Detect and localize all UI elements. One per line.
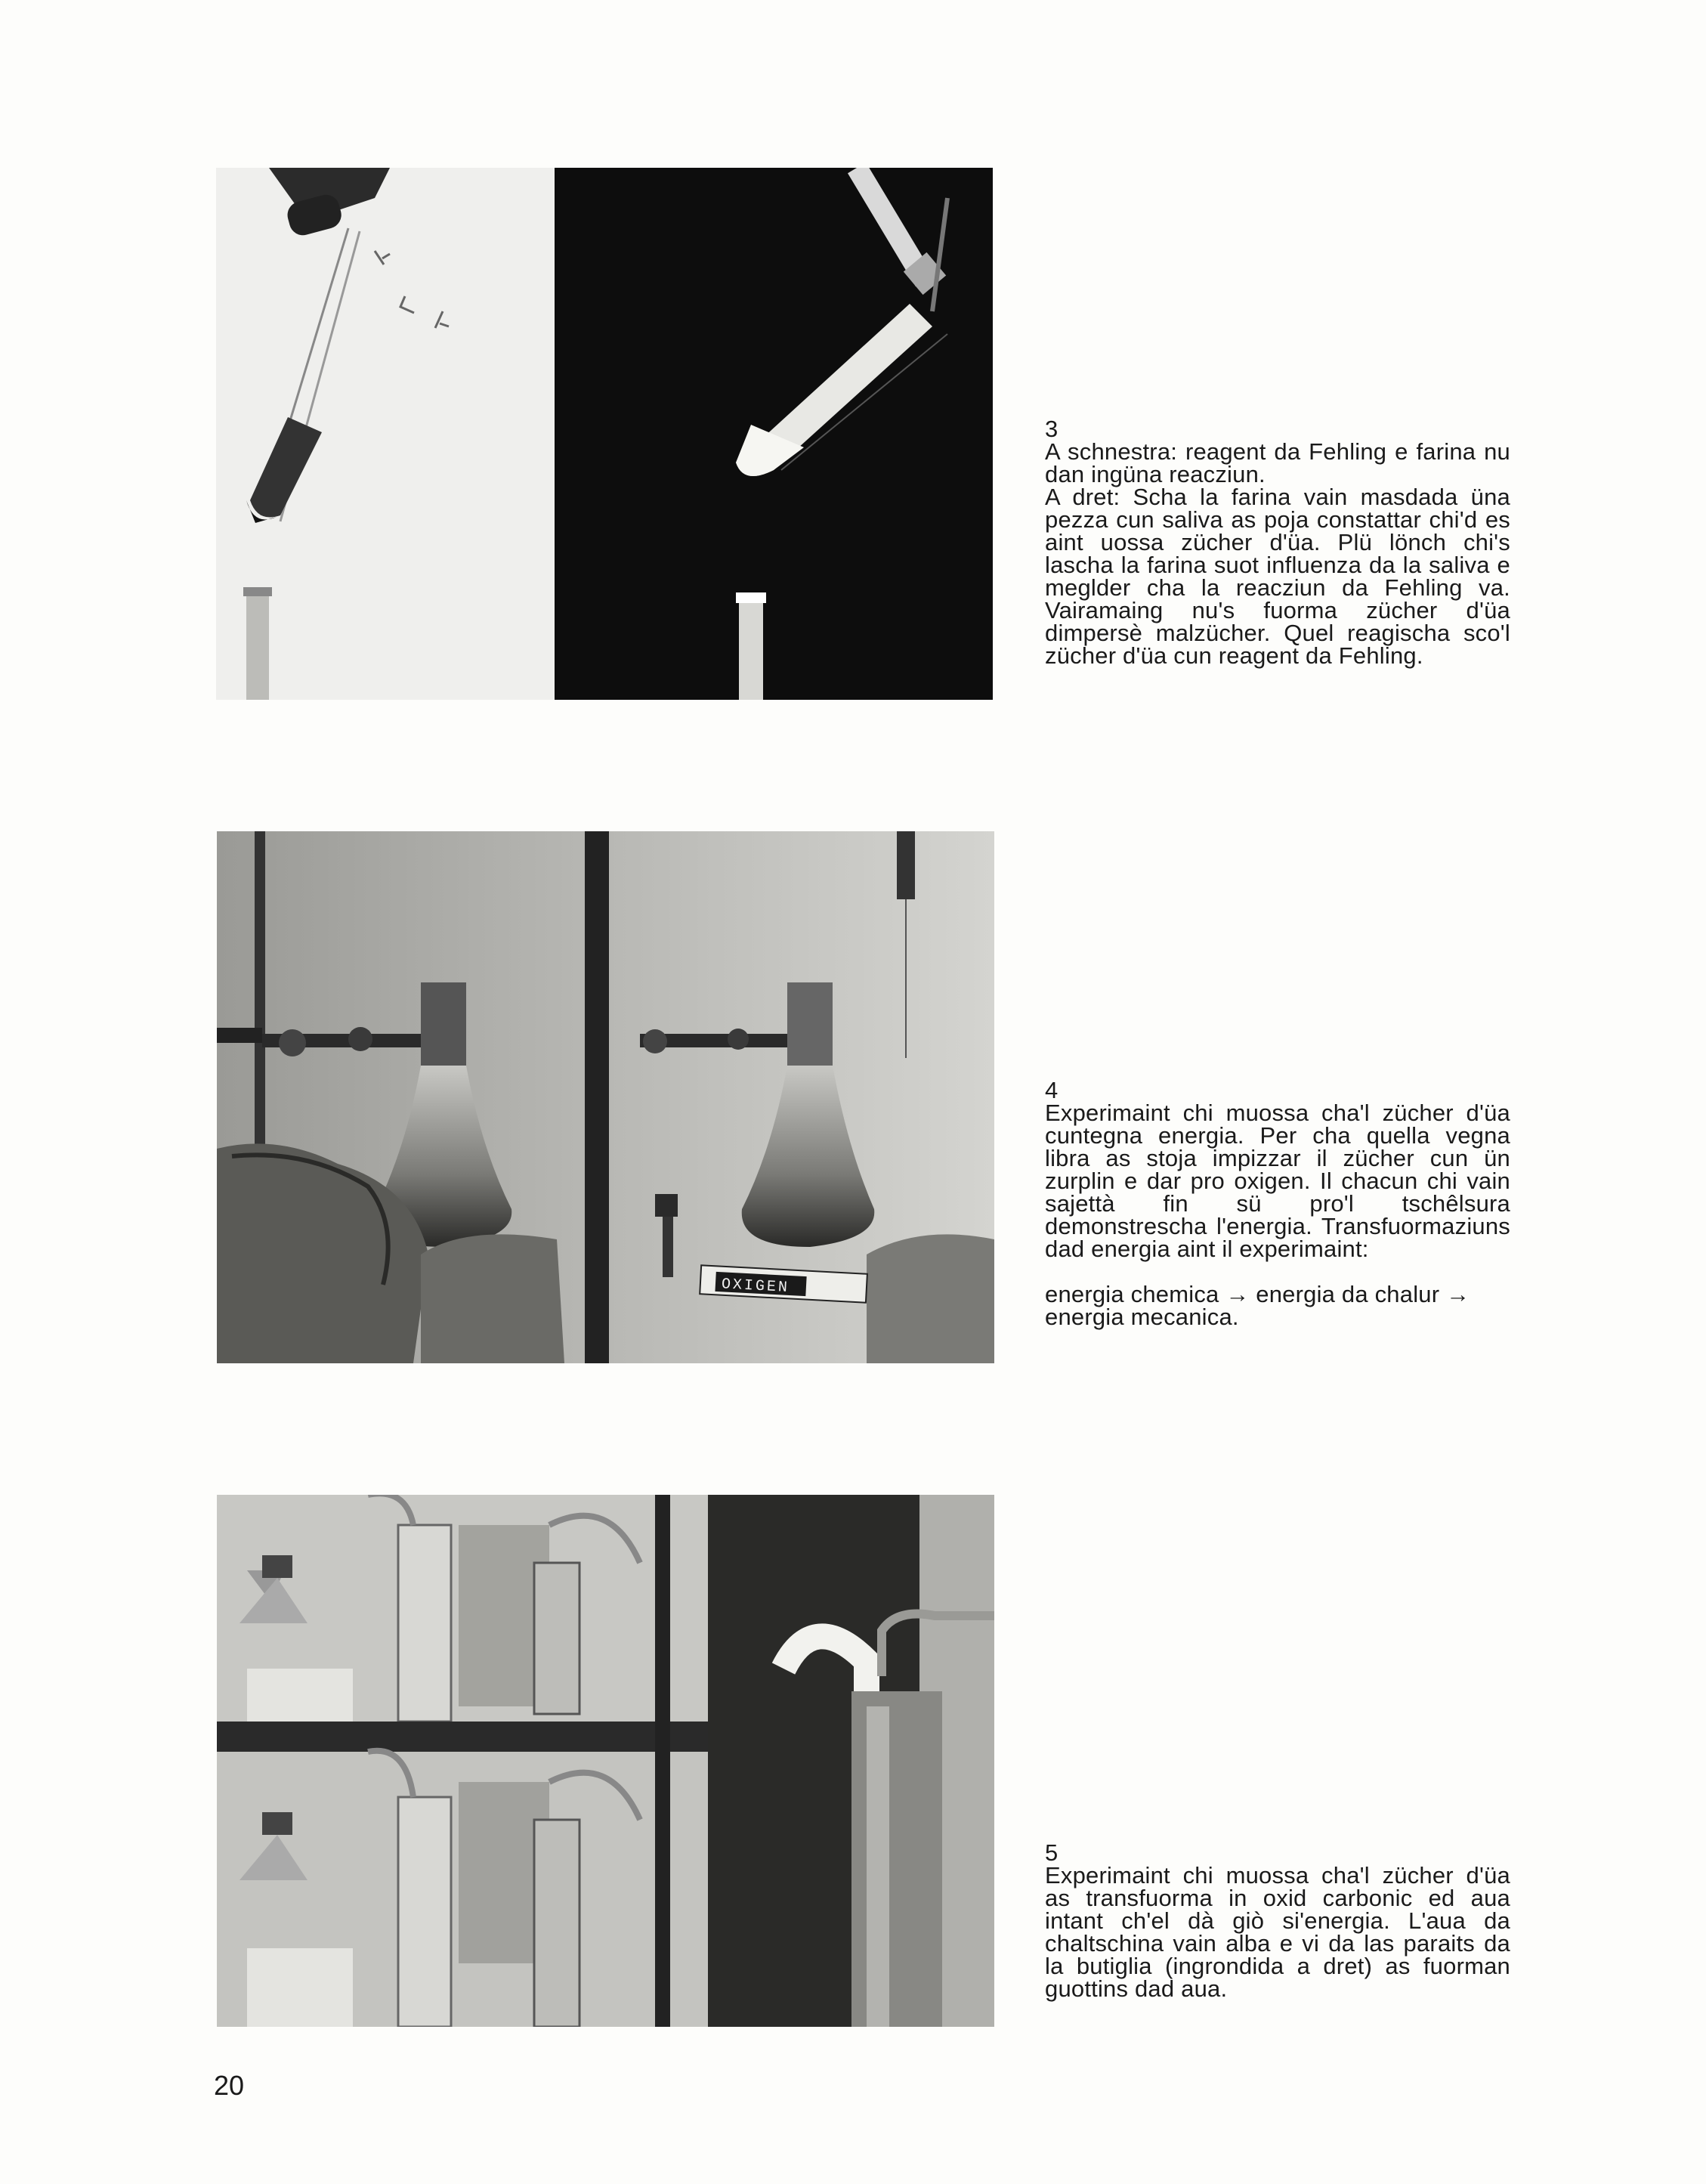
caption-figure-4 xyxy=(1045,1079,1510,1329)
photo-gas-bottles xyxy=(217,1495,994,2027)
figure-number: 3 xyxy=(1045,416,1059,442)
caption-figure-3 xyxy=(1045,418,1510,667)
caption-paragraph: A dret: Scha la farina vain masdada üna pezza cun saliva as poja constattar chi'd es aint uossa zücher d'üa. Plü lönch chi's lascha la farina suot influenza da la saliva e meglder cha la reacziun da Fehling va. Vairamaing nu's fuorma zücher d'üa dimpersè malzücher. Quel reagischa sco'l zücher d'üa cun reagent da Fehling. xyxy=(1045,484,1510,669)
caption-figure-5 xyxy=(1045,1839,1510,2002)
caption-paragraph: energia chemica → energia da chalur → energia mecanica. xyxy=(1045,1281,1470,1330)
photo-test-tube-right xyxy=(555,168,993,700)
caption-paragraph: A schnestra: reagent da Fehling e farina nu dan ingüna reacziun. xyxy=(1045,438,1510,487)
figure-number: 5 xyxy=(1045,1839,1059,1866)
photo-flask-experiment xyxy=(217,831,994,1363)
caption-paragraph: Experimaint chi muossa cha'l zücher d'üa cuntegna energia. Per cha quella vegna libra as stoja impizzar il zücher cun ün zurplin e dar pro oxigen. Il chacun chi vain sajettà fin sü pro'l tschêlsura demonstrescha l'energia. Transfuormaziuns dad energia aint il experimaint: xyxy=(1045,1100,1510,1262)
figure-number: 4 xyxy=(1045,1077,1059,1103)
photo-test-tube-left xyxy=(216,168,555,700)
caption-paragraph: Experimaint chi muossa cha'l zücher d'üa as transfuorma in oxid carbonic ed aua intant ch'el dà giò si'energia. L'aua da chaltschina vain alba e vi da las paraits da la butiglia (ingrondida a dret) as fuorman guottins dad aua. xyxy=(1045,1862,1510,2002)
page-number: 20 xyxy=(214,2070,245,2101)
oxigen-label: OXIGEN xyxy=(721,1276,790,1297)
